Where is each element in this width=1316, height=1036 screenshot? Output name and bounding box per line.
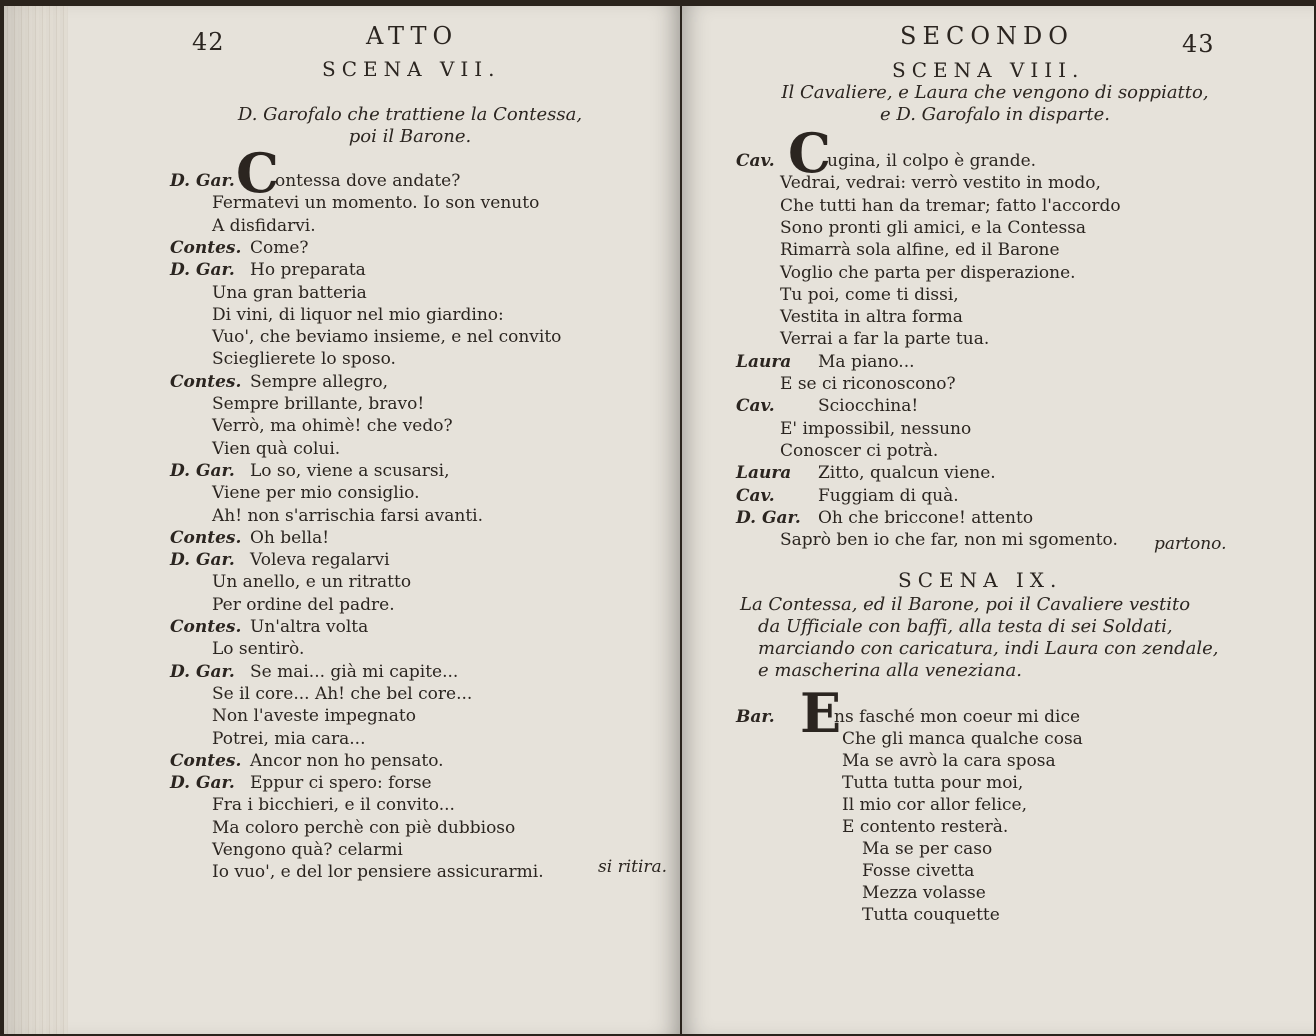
verse-line: Un'altra volta — [250, 617, 369, 637]
verse-line: Oh che briccone! attento — [818, 507, 1034, 528]
verse-line: Zitto, qualcun viene. — [818, 463, 996, 484]
speaker-label: Cav. — [736, 396, 775, 417]
verse-line: Di vini, di liquor nel mio giardino: — [212, 304, 504, 325]
verse-line: Tutta tutta pour moi, — [842, 773, 1024, 793]
stage-line: Il Cavaliere, e Laura che vengono di soppiatto, — [781, 82, 1209, 103]
verse-line: Fuggiam di quà. — [818, 485, 959, 506]
scene-heading-vii: SCENA VII. — [322, 57, 501, 81]
speaker-label: Contes. — [170, 371, 242, 392]
page-number-left: 42 — [192, 28, 225, 56]
scene-heading-viii: SCENA VIII. — [892, 58, 1085, 82]
verse-line: E se ci riconoscono? — [780, 374, 956, 394]
verse-line: E contento resterà. — [842, 817, 1009, 837]
speaker-label: Contes. — [170, 617, 242, 637]
stage-aside-left: si ritira. — [598, 857, 668, 877]
verse-line: Viene per mio consiglio. — [212, 483, 420, 504]
verse-line: Ma se per caso — [862, 839, 993, 859]
verse-line: Sciocchina! — [818, 396, 919, 417]
verse-line: Fermatevi un momento. Io son venuto — [212, 193, 540, 214]
verse-line: Conoscer ci potrà. — [780, 440, 939, 461]
speaker-label: Contes. — [170, 527, 242, 548]
speaker-label: D. Gar. — [170, 773, 235, 794]
page-edges — [4, 6, 68, 1034]
verse-line: Ma piano... — [818, 351, 915, 372]
speaker-label: D. Gar. — [170, 260, 235, 281]
drop-capital-left: C — [236, 141, 279, 205]
verse-line: ns fasché mon coeur mi dice — [834, 707, 1081, 727]
verse-line: Rimarrà sola alfine, ed il Barone — [780, 240, 1060, 261]
stage-line: da Ufficiale con baffi, alla testa di sei Soldati, — [758, 616, 1173, 637]
verse-line: Voleva regalarvi — [250, 550, 390, 571]
verse-line: Vien quà colui. — [212, 438, 341, 459]
verse-line: ugina, il colpo è grande. — [827, 151, 1037, 171]
verse-line: Saprò ben io che far, non mi sgomento. — [780, 530, 1118, 551]
verse-line: Vestita in altra forma — [780, 307, 963, 328]
verse-line: Una gran batteria — [212, 282, 367, 303]
verse-line: Per ordine del padre. — [212, 594, 395, 615]
verse-line: Fosse civetta — [862, 861, 975, 881]
page-number-right: 43 — [1182, 30, 1215, 58]
stage-direction-viii — [760, 82, 1230, 126]
verse-line: Che gli manca qualche cosa — [842, 729, 1083, 749]
scene-heading-ix: SCENA IX. — [898, 568, 1063, 592]
speaker-label: Laura — [736, 351, 792, 372]
verse-line: Mezza volasse — [862, 883, 986, 903]
verse-line: Se il core... Ah! che bel core... — [212, 683, 473, 704]
verse-line: Ancor non ho pensato. — [250, 750, 444, 771]
verse-line: Voglio che parta per disperazione. — [780, 262, 1076, 283]
running-head-right: SECONDO — [900, 22, 1074, 50]
verse-line: Sempre allegro, — [250, 371, 389, 392]
verse-line: E' impossibil, nessuno — [780, 418, 972, 439]
verse-line: ontessa dove andate? — [275, 171, 461, 191]
drop-capital-right-2: E — [800, 681, 842, 745]
verse-line: Potrei, mia cara... — [212, 728, 366, 749]
verse-line: Il mio cor allor felice, — [842, 795, 1028, 815]
stage-direction-ix — [740, 594, 1260, 682]
speaker-label: D. Gar. — [736, 507, 801, 528]
speaker-label: D. Gar. — [170, 661, 235, 682]
speaker-label: Cav. — [736, 485, 775, 506]
verse-line: Vedrai, vedrai: verrò vestito in modo, — [780, 173, 1101, 194]
verse-line: Tutta couquette — [862, 905, 1000, 925]
verse-line: Scieglierete lo sposo. — [212, 349, 396, 370]
speaker-label: Laura — [736, 463, 792, 484]
speaker-label: D. Gar. — [170, 460, 235, 481]
verse-line: Lo so, viene a scusarsi, — [250, 460, 450, 481]
verse-line: Ah! non s'arrischia farsi avanti. — [212, 505, 484, 526]
speaker-label: Contes. — [170, 237, 242, 258]
verse-line: Tu poi, come ti dissi, — [780, 284, 959, 305]
stage-aside-right: partono. — [1154, 534, 1227, 554]
verse-line: Ho preparata — [250, 260, 366, 281]
speaker-label: Contes. — [170, 750, 242, 771]
verse-line: Se mai... già mi capite... — [250, 661, 459, 682]
verse-line: Vengono quà? celarmi — [212, 840, 403, 860]
verse-line: Eppur ci spero: forse — [250, 773, 432, 794]
verse-line: Lo sentirò. — [212, 639, 305, 660]
verse-line: Come? — [250, 237, 309, 258]
verse-line: Che tutti han da tremar; fatto l'accordo — [780, 195, 1121, 216]
verse-line: Vuo', che beviamo insieme, e nel convito — [212, 327, 562, 348]
speaker-label: Bar. — [736, 707, 775, 727]
verse-line: Verrai a far la parte tua. — [780, 329, 990, 350]
verse-line: Non l'aveste impegnato — [212, 706, 416, 727]
verse-line: Ma se avrò la cara sposa — [842, 751, 1056, 771]
verse-line: Sono pronti gli amici, e la Contessa — [780, 217, 1087, 238]
stage-line: D. Garofalo che trattiene la Contessa, — [237, 104, 583, 125]
running-head-left: ATTO — [366, 22, 459, 50]
stage-line: marciando con caricatura, indi Laura con zendale, — [758, 638, 1219, 659]
verse-line: Un anello, e un ritratto — [212, 572, 412, 593]
stage-line: La Contessa, ed il Barone, poi il Cavaliere vestito — [740, 594, 1191, 615]
speaker-label: D. Gar. — [170, 171, 235, 191]
verse-line: Sempre brillante, bravo! — [212, 394, 425, 414]
speaker-label: D. Gar. — [170, 550, 235, 571]
verse-line: Fra i bicchieri, e il convito... — [212, 795, 455, 816]
stage-line: e D. Garofalo in disparte. — [880, 104, 1110, 125]
verse-line: Ma coloro perchè con piè dubbioso — [212, 817, 516, 838]
speaker-label: Cav. — [736, 151, 775, 171]
verse-line: Io vuo', e del lor pensiere assicurarmi. — [212, 862, 544, 883]
verse-line: Oh bella! — [250, 527, 330, 548]
verse-line: A disfidarvi. — [212, 215, 316, 236]
verse-line: Verrò, ma ohimè! che vedo? — [212, 416, 453, 437]
drop-capital-right-1: C — [788, 121, 831, 185]
stage-line: poi il Barone. — [348, 126, 472, 147]
stage-line: e mascherina alla veneziana. — [758, 660, 1022, 681]
